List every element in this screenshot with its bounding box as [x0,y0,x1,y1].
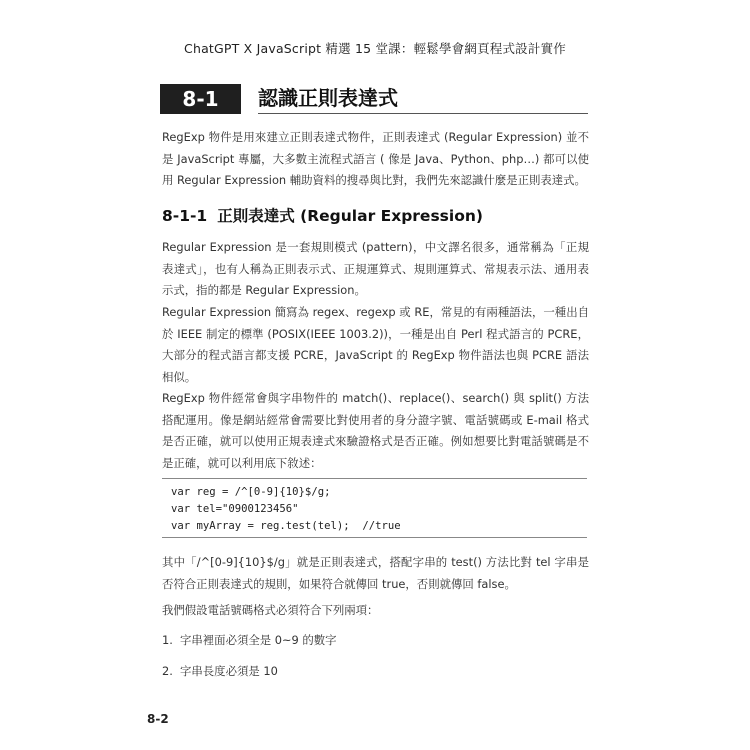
code-line: var myArray = reg.test(tel); //true [171,520,401,532]
section-heading [160,84,588,114]
list-item [162,632,337,648]
section-title: 認識正則表達式 [258,86,398,110]
section-underline [258,113,588,114]
list-intro: 我們假設電話號碼格式必須符合下列兩項： [162,603,379,617]
subsection-title: 正則表達式 (Regular Expression) [217,207,483,225]
list-marker: 1. [162,633,173,647]
paragraph-definition: Regular Expression 是一套規則模式 (pattern)，中文譯名很多，通常稱為「正規表達式」，也有人稱為正則表示式、正規運算式、規則運算式、常規表示法、通用表示式，指的都是 Regular Expression。 [162,240,589,297]
running-header: ChatGPT X JavaScript 精選 15 堂課：輕鬆學會網頁程式設計實作 [184,41,566,56]
list-marker: 2. [162,664,173,678]
intro-paragraph: RegExp 物件是用來建立正則表達式物件，正則表達式 (Regular Expression) 並不是 JavaScript 專屬，大多數主流程式語言 ( 像是 Java、Python、php…) 都可以使用 Regular Expression 輔助資料的搜尋與比對，我們先來認識什麼是正則表達式。 [162,130,589,187]
code-line: var reg = /^[0-9]{10}$/g; [171,486,331,498]
list-item-text: 字串長度必須是 10 [180,664,278,678]
subsection-number: 8-1-1 [162,207,208,225]
list-item [162,663,278,679]
page-number: 8-2 [147,712,169,726]
code-line: var tel="0900123456" [171,503,299,515]
paragraph-usage: RegExp 物件經常會與字串物件的 match()、replace()、search() 與 split() 方法搭配運用。像是網站經常會需要比對使用者的身分證字號、電話號碼或 E-mail 格式是否正確，就可以使用正規表達式來驗證格式是否正確。例如想要比對電話號碼是不是正確，就可以利用底下敘述： [162,391,589,470]
code-block [162,478,587,538]
list-item-text: 字串裡面必須全是 0~9 的數字 [180,633,337,647]
section-number-badge: 8-1 [160,84,241,114]
paragraph-syntax: Regular Expression 簡寫為 regex、regexp 或 RE，常見的有兩種語法，一種出自於 IEEE 制定的標準 (POSIX(IEEE 1003.2))，一種是出自 Perl 程式語言的 PCRE，大部分的程式語言都支援 PCRE，JavaScript 的 RegExp 物件語法也與 PCRE 語法相似。 [162,305,589,384]
subsection-heading [162,204,483,226]
explanation-paragraph: 其中「/^[0-9]{10}$/g」就是正則表達式，搭配字串的 test() 方法比對 tel 字串是否符合正則表達式的規則，如果符合就傳回 true，否則就傳回 false。 [162,555,589,591]
